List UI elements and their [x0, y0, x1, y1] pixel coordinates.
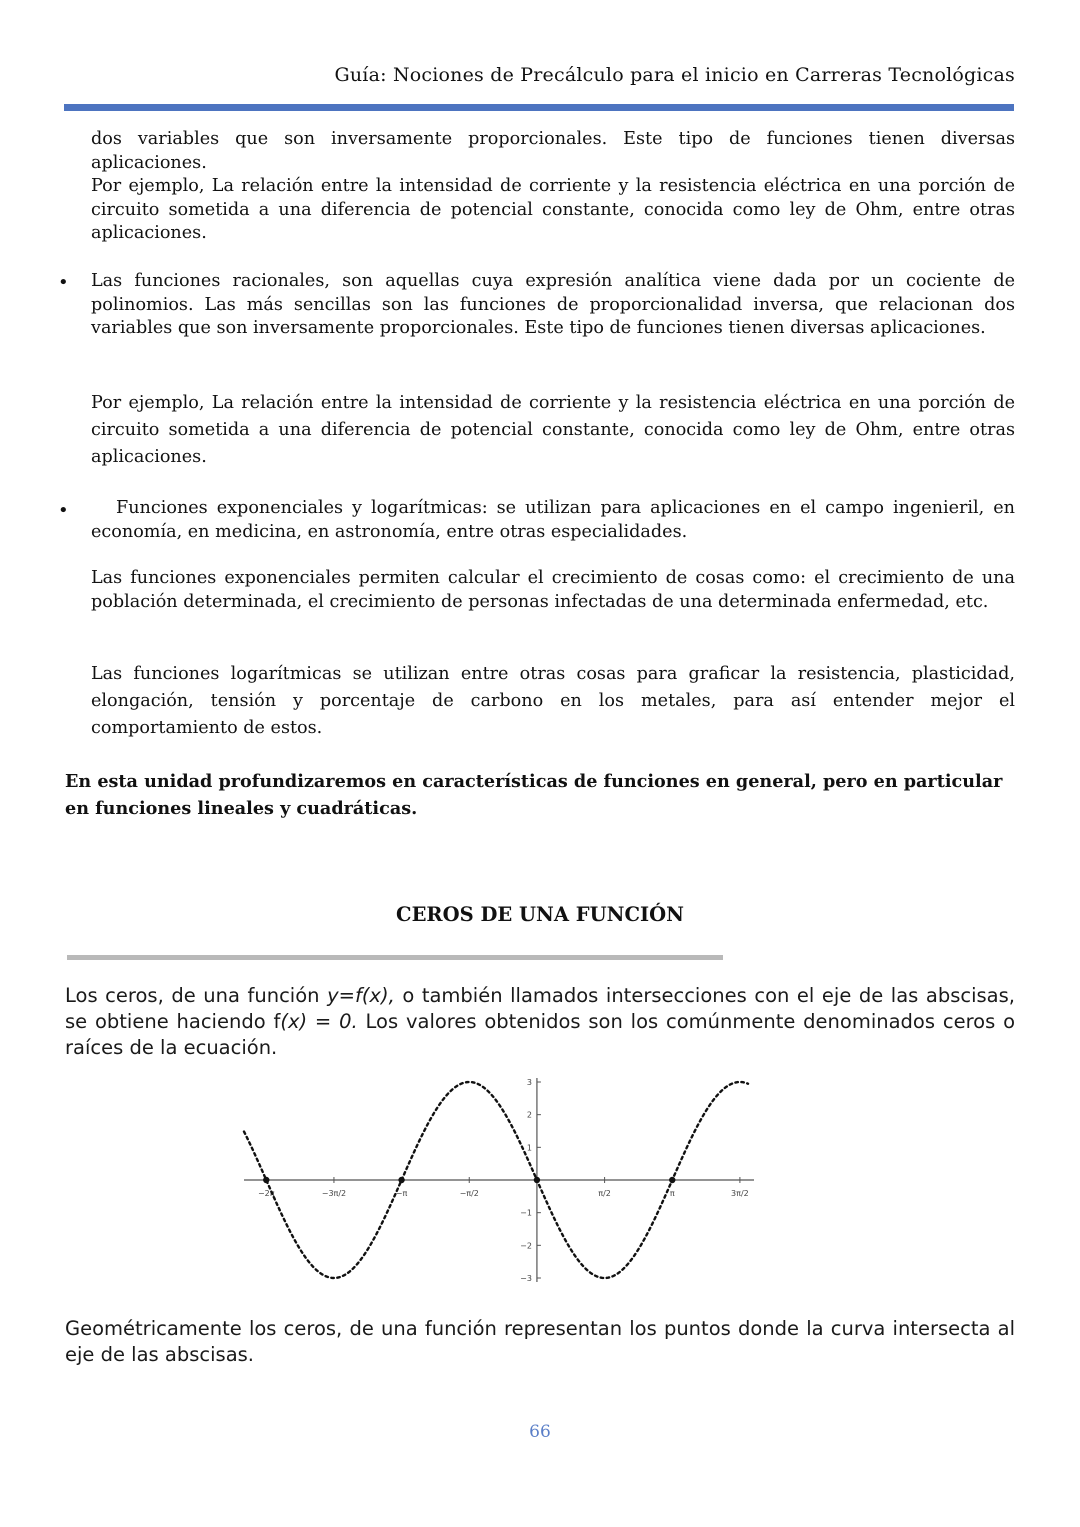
paragraph-logaritmicas: Las funciones logarítmicas se utilizan entre otras cosas para graficar la resistencia, plasticidad, elongación, tensión y porcentaje de carbono en los metales, para así entender mejor el comportamiento de estos.: [91, 664, 1015, 738]
x-tick-label: −2π: [257, 1189, 275, 1198]
bullet-racionales: Las funciones racionales, son aquellas cuya expresión analítica viene dada por un cociente de polinomios. Las más sencillas son las funciones de proporcionalidad inversa, que relacionan dos variables que son inversamente proporcionales. Este tipo de funciones tienen diversas aplicaciones.: [91, 271, 1015, 338]
paragraph-ohm-example-2: Por ejemplo, La relación entre la intensidad de corriente y la resistencia eléctrica en una porción de circuito sometida a una diferencia de potencial constante, conocida como ley de Ohm, entre otras aplicaciones.: [91, 393, 1015, 467]
zero-point: [669, 1177, 675, 1183]
x-tick-label: 3π/2: [731, 1189, 749, 1198]
zeros-definition-a: Los ceros, de una función: [65, 984, 328, 1007]
y-tick-label: −1: [520, 1208, 532, 1218]
paragraph-ohm-example: Por ejemplo, La relación entre la intensidad de corriente y la resistencia eléctrica en una porción de circuito sometida a una diferencia de potencial constante, conocida como ley de Ohm, entre otras aplicaciones.: [91, 176, 1015, 243]
section-rule: [67, 955, 723, 960]
zeros-definition-func: y=f(x),: [327, 984, 395, 1007]
x-tick-label: π: [669, 1189, 675, 1198]
paragraph-intro: dos variables que son inversamente proporcionales. Este tipo de funciones tienen diversas aplicaciones.: [91, 129, 1015, 173]
x-tick-label: −π/2: [459, 1189, 479, 1198]
y-tick-label: 1: [526, 1143, 532, 1153]
x-tick-label: −3π/2: [321, 1189, 347, 1198]
section-title: CEROS DE UNA FUNCIÓN: [396, 903, 684, 926]
zeros-definition-b: o también llamados intersecciones con el eje de las abscisas, se obtiene haciendo f: [65, 984, 1015, 1033]
zeros-geometric-text: Geométricamente los ceros, de una función representan los puntos donde la curva intersecta al eje de las abscisas.: [65, 1317, 1015, 1366]
bullet-dot-icon: •: [58, 500, 69, 521]
paragraph-exponenciales: Las funciones exponenciales permiten calcular el crecimiento de cosas como: el crecimiento de una población determinada, el crecimiento de personas infectadas de una determinada enfermedad, etc.: [91, 568, 1015, 612]
y-tick-label: −2: [520, 1241, 532, 1251]
y-tick-label: −3: [520, 1274, 532, 1283]
zeros-definition-fx: (x) = 0.: [280, 1010, 358, 1033]
page-number: 66: [529, 1422, 551, 1442]
zeros-definition-c: Los valores obtenidos son los comúnmente denominados ceros o raíces de la ecuación.: [65, 1010, 1015, 1059]
zeros-definition: [65, 983, 1015, 1061]
header-title: Guía: Nociones de Precálculo para el inicio en Carreras Tecnológicas: [334, 64, 1015, 86]
bullet-exponenciales: Funciones exponenciales y logarítmicas: se utilizan para aplicaciones en el campo ingenieril, en economía, en medicina, en astronomía, entre otras especialidades.: [91, 498, 1015, 542]
sine-chart: [240, 1076, 760, 1288]
zero-point: [398, 1177, 404, 1183]
x-tick-label: π/2: [598, 1189, 611, 1198]
x-tick-label: −π: [395, 1189, 408, 1198]
zero-point: [534, 1177, 540, 1183]
header-rule: [64, 104, 1014, 111]
y-tick-label: 2: [526, 1110, 532, 1120]
y-tick-label: 3: [526, 1078, 532, 1087]
summary-bold: En esta unidad profundizaremos en características de funciones en general, pero en particular en funciones lineales y cuadráticas.: [65, 771, 1003, 819]
bullet-dot-icon: •: [58, 272, 69, 293]
zero-point: [263, 1177, 269, 1183]
